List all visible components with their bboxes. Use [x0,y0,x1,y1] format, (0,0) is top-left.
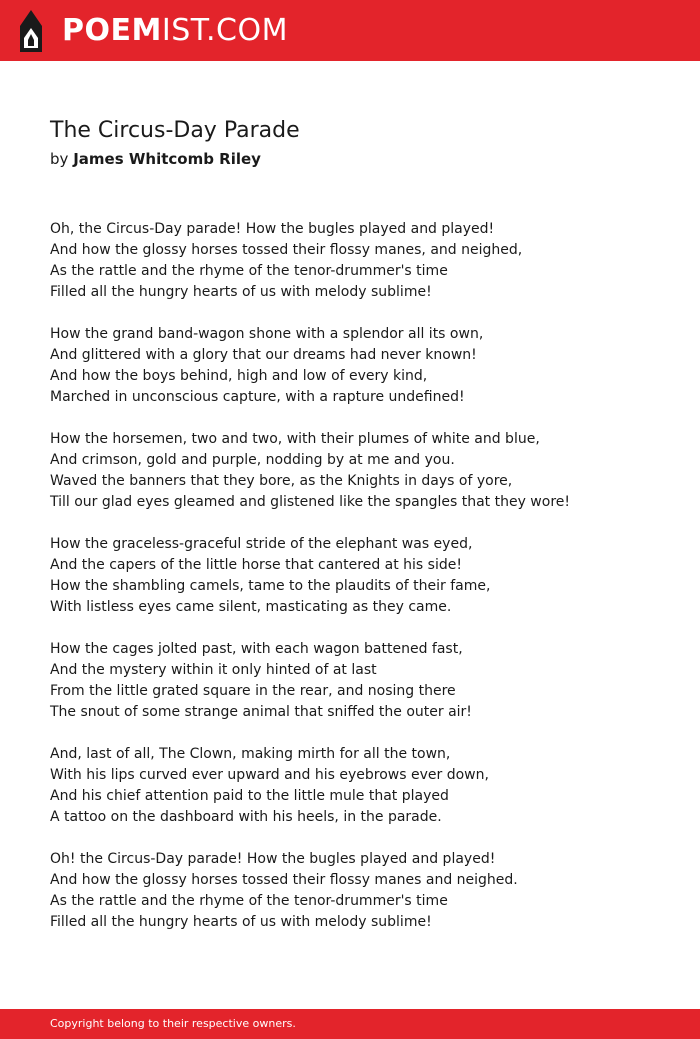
site-logo[interactable] [62,12,288,50]
poem-line: From the little grated square in the rear, and nosing there [50,683,456,699]
logo-light-text: IST.COM [161,13,288,48]
poem-line: As the rattle and the rhyme of the tenor-drummer's time [50,263,448,279]
poem-line: Waved the banners that they bore, as the Knights in days of yore, [50,473,513,489]
poem-line: With his lips curved ever upward and his eyebrows ever down, [50,767,489,783]
poem-line: Filled all the hungry hearts of us with melody sublime! [50,914,432,930]
poem-line: Till our glad eyes gleamed and glistened like the spangles that they wore! [50,494,570,510]
pen-nib-icon [18,10,44,52]
poem-body [50,219,670,954]
poem-line: With listless eyes came silent, masticating as they came. [50,599,452,615]
poem-line: Oh, the Circus-Day parade! How the bugles played and played! [50,221,495,237]
poem-line: Oh! the Circus-Day parade! How the bugles played and played! [50,851,496,867]
poem-line: And, last of all, The Clown, making mirth for all the town, [50,746,451,762]
poem-line: And the mystery within it only hinted of at last [50,662,377,678]
stanza [50,219,670,303]
poem-line: How the grand band-wagon shone with a splendor all its own, [50,326,484,342]
stanza [50,639,670,723]
poem-line: How the horsemen, two and two, with their plumes of white and blue, [50,431,540,447]
site-header [0,0,700,61]
author-name: James Whitcomb Riley [73,150,261,168]
poem-line: And glittered with a glory that our dreams had never known! [50,347,477,363]
poem-line: As the rattle and the rhyme of the tenor-drummer's time [50,893,448,909]
poem-line: And crimson, gold and purple, nodding by at me and you. [50,452,455,468]
poem-line: Filled all the hungry hearts of us with melody sublime! [50,284,432,300]
poem-line: And his chief attention paid to the little mule that played [50,788,449,804]
poem-line: How the graceless-graceful stride of the elephant was eyed, [50,536,473,552]
poem-line: The snout of some strange animal that sniffed the outer air! [50,704,472,720]
poem-line: A tattoo on the dashboard with his heels, in the parade. [50,809,442,825]
poem-title: The Circus-Day Parade [50,118,300,143]
poem-line: Marched in unconscious capture, with a rapture undefined! [50,389,465,405]
stanza [50,324,670,408]
by-label: by [50,150,69,168]
poem-line: How the shambling camels, tame to the plaudits of their fame, [50,578,491,594]
stanza [50,849,670,933]
copyright-text: Copyright belong to their respective owners. [50,1017,296,1030]
logo-bold-text: POEM [62,13,162,48]
poem-line: How the cages jolted past, with each wagon battened fast, [50,641,463,657]
site-footer [0,1009,700,1039]
poem-line: And how the boys behind, high and low of every kind, [50,368,428,384]
stanza [50,429,670,513]
byline [50,149,261,169]
poem-line: And how the glossy horses tossed their flossy manes, and neighed, [50,242,523,258]
stanza [50,534,670,618]
stanza [50,744,670,828]
poem-line: And the capers of the little horse that cantered at his side! [50,557,462,573]
poem-line: And how the glossy horses tossed their flossy manes and neighed. [50,872,518,888]
